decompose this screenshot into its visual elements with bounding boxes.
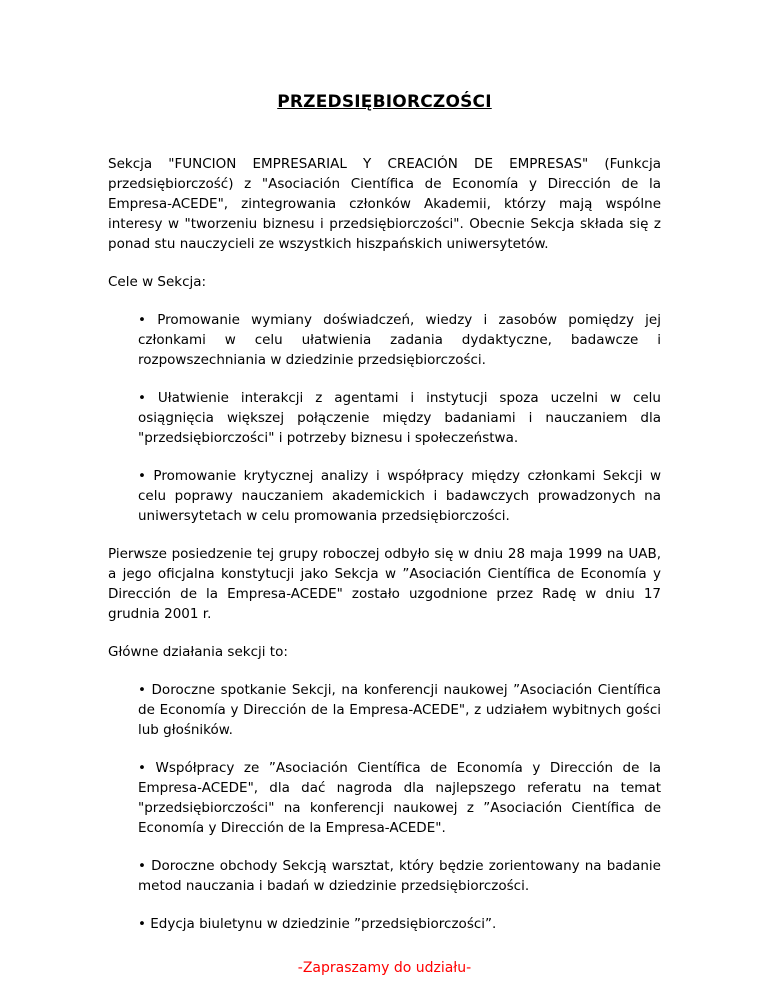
goal-item: • Promowanie krytycznej analizy i współpracy między członkami Sekcji w celu poprawy nauczaniem akademickich i badawczych prowadzonych na uniwersytetach w celu promowania przedsiębiorczości. [138, 468, 661, 524]
goals-heading: Cele w Sekcja: [108, 274, 207, 290]
history-paragraph: Pierwsze posiedzenie tej grupy roboczej odbyło się w dniu 28 maja 1999 na UAB, a jego oficjalna konstytucji jako Sekcja w ”Asociación Científica de Economía y Dirección de la Empresa-ACEDE" zostało uzgodnione przez Radę w dniu 17 grudnia 2001 r. [108, 546, 661, 622]
activity-item: • Edycja biuletynu w dziedzinie ”przedsiębiorczości”. [138, 916, 497, 932]
activity-item: • Doroczne obchody Sekcją warsztat, który będzie zorientowany na badanie metod nauczania i badań w dziedzinie przedsiębiorczości. [138, 858, 661, 894]
document-page [108, 92, 661, 978]
activity-item: • Doroczne spotkanie Sekcji, na konferencji naukowej ”Asociación Científica de Economía y Dirección de la Empresa-ACEDE", z udziałem wybitnych gości lub głośników. [138, 682, 661, 738]
goal-item: • Ułatwienie interakcji z agentami i instytucji spoza uczelni w celu osiągnięcia większej połączenie między badaniami i nauczaniem dla "przedsiębiorczości" i potrzeby biznesu i społeczeństwa. [138, 390, 661, 446]
activities-list [138, 680, 661, 934]
closing-invitation: -Zapraszamy do udziału- [297, 960, 472, 976]
goal-item: • Promowanie wymiany doświadczeń, wiedzy i zasobów pomiędzy jej członkami w celu ułatwienia zadania dydaktyczne, badawcze i rozpowszechniania w dziedzinie przedsiębiorczości. [138, 312, 661, 368]
goals-list [138, 310, 661, 526]
activities-heading: Główne działania sekcji to: [108, 644, 288, 660]
document-title: PRZEDSIĘBIORCZOŚCI [277, 92, 492, 112]
activity-item: • Współpracy ze ”Asociación Científica de Economía y Dirección de la Empresa-ACEDE", dla dać nagroda dla najlepszego referatu na temat "przedsiębiorczości" na konferencji naukowej z ”Asociación Científica de Economía y Dirección de la Empresa-ACEDE". [138, 760, 661, 836]
intro-paragraph: Sekcja "FUNCION EMPRESARIAL Y CREACIÓN DE EMPRESAS" (Funkcja przedsiębiorczość) z "Asociación Científica de Economía y Dirección de la Empresa-ACEDE", zintegrowania członków Akademii, którzy mają wspólne interesy w "tworzeniu biznesu i przedsiębiorczości". Obecnie Sekcja składa się z ponad stu nauczycieli ze wszystkich hiszpańskich uniwersytetów. [108, 156, 661, 252]
